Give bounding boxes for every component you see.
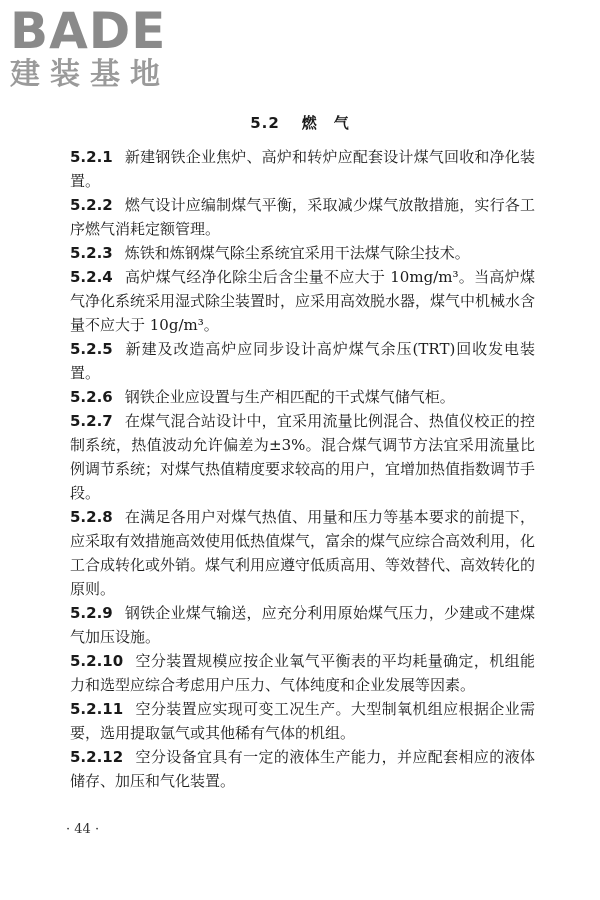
clause-number: 5.2.10	[70, 652, 124, 670]
clause-number: 5.2.11	[70, 700, 124, 718]
section-title: 燃 气	[301, 114, 350, 132]
clause-number: 5.2.2	[70, 196, 113, 214]
section-heading	[0, 112, 600, 133]
clause-number: 5.2.1	[70, 148, 113, 166]
logo-mark: BADE	[10, 2, 167, 60]
clause-text: 新建钢铁企业焦炉、高炉和转炉应配套设计煤气回收和净化装置。	[70, 148, 535, 190]
clause-text: 空分装置应实现可变工况生产。大型制氧机组应根据企业需要，选用提取氩气或其他稀有气体的机组。	[70, 700, 535, 742]
clause-text: 在满足各用户对煤气热值、用量和压力等基本要求的前提下，应采取有效措施高效使用低热值煤气，富余的煤气应综合高效利用，化工合成转化或外销。煤气利用应遵守低质高用、等效替代、高效转化的原则。	[70, 508, 536, 598]
clause-number: 5.2.4	[70, 268, 113, 286]
clause-5-2-12	[70, 745, 535, 793]
clause-5-2-8	[70, 505, 535, 601]
clause-text: 钢铁企业煤气输送，应充分利用原始煤气压力，少建或不建煤气加压设施。	[70, 604, 535, 646]
logo	[10, 2, 185, 92]
clause-5-2-10	[70, 649, 535, 697]
clause-text: 燃气设计应编制煤气平衡，采取减少煤气放散措施，实行各工序燃气消耗定额管理。	[70, 196, 535, 238]
clause-text: 在煤气混合站设计中，宜采用流量比例混合、热值仪校正的控制系统，热值波动允许偏差为±3%。混合煤气调节方法宜采用流量比例调节系统；对煤气热值精度要求较高的用户，宜增加热值指数调节手段。	[70, 412, 536, 502]
section-number: 5.2	[250, 114, 280, 132]
clause-text: 钢铁企业应设置与生产相匹配的干式煤气储气柜。	[124, 388, 455, 406]
clause-number: 5.2.7	[70, 412, 113, 430]
clause-5-2-2	[70, 193, 535, 241]
clause-5-2-6	[70, 385, 535, 409]
page-number: · 44 ·	[66, 822, 100, 837]
clause-text: 新建及改造高炉应同步设计高炉煤气余压(TRT)回收发电装置。	[70, 340, 535, 382]
clause-5-2-9	[70, 601, 535, 649]
clause-5-2-11	[70, 697, 535, 745]
clause-list	[70, 145, 535, 793]
clause-text: 空分设备宜具有一定的液体生产能力，并应配套相应的液体储存、加压和气化装置。	[70, 748, 535, 790]
clause-5-2-4	[70, 265, 535, 337]
clause-number: 5.2.6	[70, 388, 113, 406]
logo-subtitle: 建装基地	[10, 57, 170, 92]
clause-5-2-7	[70, 409, 535, 505]
clause-number: 5.2.12	[70, 748, 124, 766]
clause-text: 空分装置规模应按企业氧气平衡表的平均耗量确定，机组能力和选型应综合考虑用户压力、气体纯度和企业发展等因素。	[70, 652, 535, 694]
clause-number: 5.2.8	[70, 508, 113, 526]
clause-number: 5.2.3	[70, 244, 113, 262]
clause-number: 5.2.5	[70, 340, 113, 358]
clause-number: 5.2.9	[70, 604, 113, 622]
clause-5-2-1	[70, 145, 535, 193]
clause-text: 高炉煤气经净化除尘后含尘量不应大于 10mg/m³。当高炉煤气净化系统采用湿式除尘装置时，应采用高效脱水器，煤气中机械水含量不应大于 10g/m³。	[70, 268, 536, 334]
clause-text: 炼铁和炼钢煤气除尘系统宜采用干法煤气除尘技术。	[124, 244, 470, 262]
clause-5-2-3	[70, 241, 535, 265]
clause-5-2-5	[70, 337, 535, 385]
